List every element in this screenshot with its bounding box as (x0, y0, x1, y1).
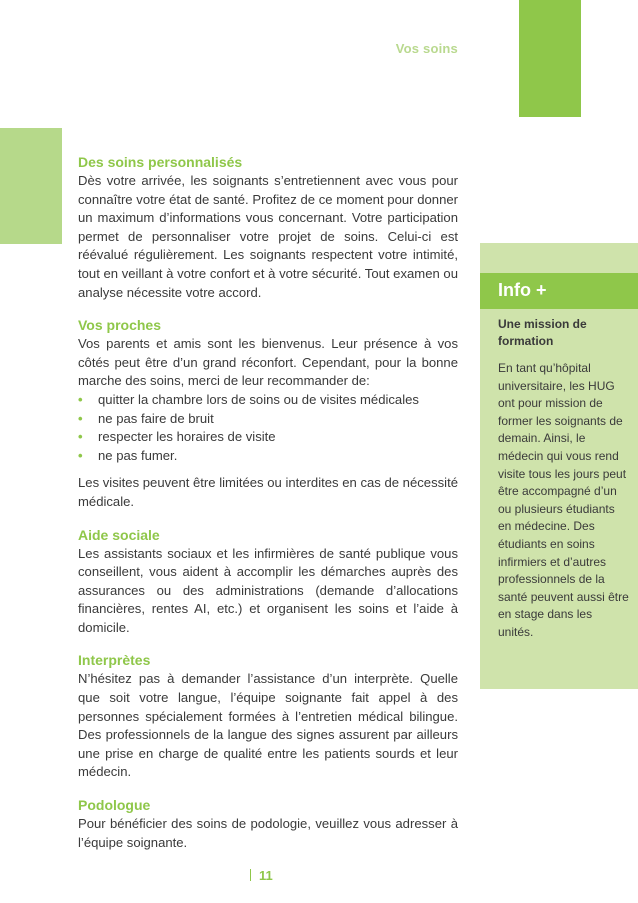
bullet-list (78, 391, 458, 465)
decorative-tab-left (0, 128, 62, 244)
page-number: 11 (250, 868, 273, 883)
folio-divider (250, 869, 251, 881)
bullet-icon: • (78, 429, 83, 445)
section-heading: Interprètes (78, 652, 151, 669)
section-text: Pour bénéficier des soins de podologie, veuillez vous adresser à l’équipe soignante. (78, 816, 458, 850)
info-body: En tant qu’hôpital universitaire, les HUG ont pour mission de former les soignants de demain. Ainsi, le médecin qui vous rend visite tous les jours peut être accompagné d’un ou plusieurs étudiants en médecine. Des étudiants en soins infirmiers et d’autres professionnels de la santé peuvent aussi être en stage dans les unités. (498, 361, 629, 639)
info-subtitle: Une mission de formation (498, 317, 587, 348)
section-text: Les assistants sociaux et les infirmières de santé publique vous conseillent, vous aident à accomplir les démarches auprès des assurances ou des administrations (demande d’allocations financières, rentes AI, etc.) et organisent les soins et l’aide à domicile. (78, 545, 458, 635)
section-soins-personnalises (78, 153, 458, 302)
section-vos-proches (78, 316, 458, 511)
section-heading: Des soins personnalisés (78, 154, 243, 170)
decorative-tab-top (519, 0, 581, 117)
section-heading: Vos proches (78, 317, 161, 334)
bullet-icon: • (78, 391, 83, 407)
section-heading: Aide sociale (78, 526, 160, 543)
section-text: Vos parents et amis sont les bienvenus. Leur présence à vos côtés peut être d’un grand réconfort. Cependant, pour la bonne marche des soins, merci de leur recommander de: (78, 336, 458, 389)
list-item: • ne pas fumer. (78, 447, 458, 466)
main-column (78, 153, 458, 866)
list-item: • respecter les horaires de visite (78, 428, 458, 447)
list-item: • ne pas faire de bruit (78, 410, 458, 429)
section-note: Les visites peuvent être limitées ou interdites en cas de nécessité médicale. (78, 475, 458, 509)
bullet-icon: • (78, 410, 83, 426)
info-title: Info + (498, 280, 547, 300)
section-text: Dès votre arrivée, les soignants s’entretiennent avec vous pour connaître votre état de santé. Profitez de ce moment pour donner un maximum d’informations vous concernant. Votre participation permet de personnaliser votre projet de soins. Celui-ci est réévalué régulièrement. Les soignants respectent votre intimité, tout en veillant à votre confort et à votre sécurité. Tout examen ou analyse nécessite votre accord. (78, 173, 458, 300)
section-text: N’hésitez pas à demander l’assistance d’un interprète. Quelle que soit votre langue, l’équipe soignante fait appel à des personnes spécialement formées à l’entretien médical bilingue. Des professionnels de la langue des signes assurent par ailleurs une prise en charge de qualité entre les patients sourds et leur médecin. (78, 671, 458, 780)
section-heading: Podologue (78, 797, 151, 814)
section-aide-sociale (78, 526, 458, 638)
section-interpretes (78, 651, 458, 782)
running-title: Vos soins (395, 41, 458, 56)
section-podologue (78, 796, 458, 852)
bullet-icon: • (78, 447, 83, 463)
list-item: • quitter la chambre lors de soins ou de visites médicales (78, 391, 458, 410)
